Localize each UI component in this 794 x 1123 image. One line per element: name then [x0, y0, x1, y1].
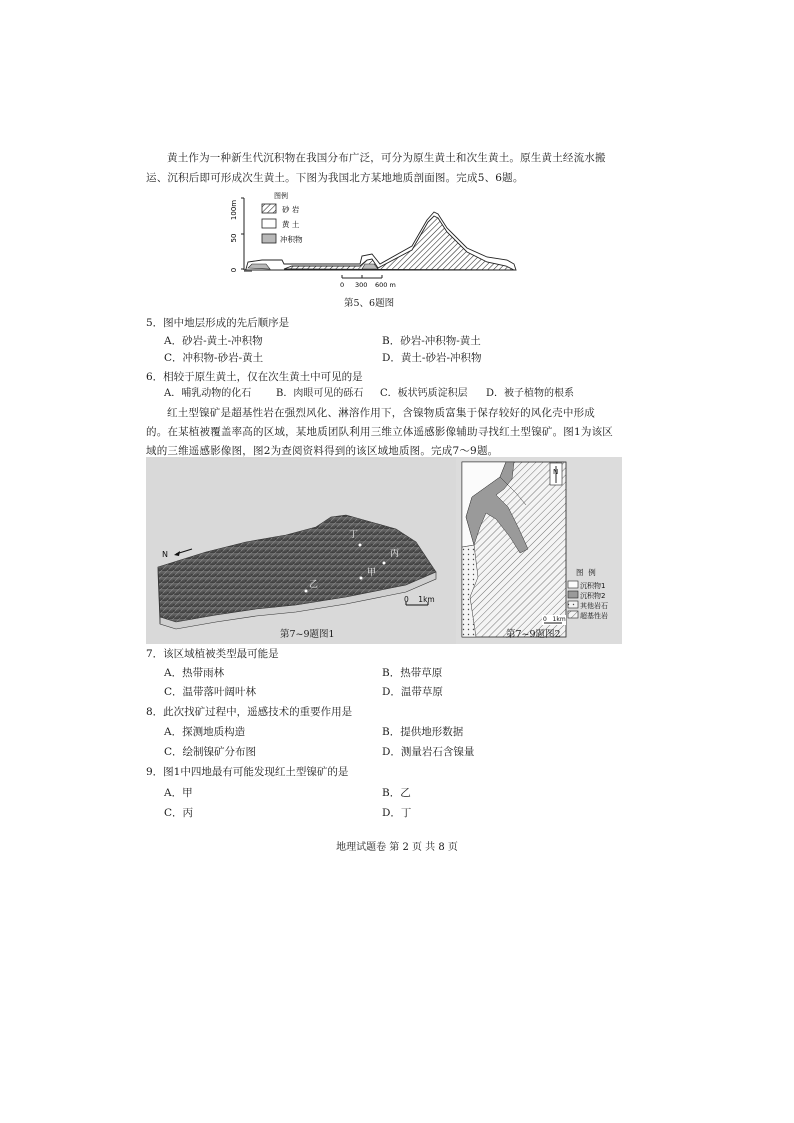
question-7-stem: 7．该区域植被类型最可能是	[146, 648, 279, 660]
place-label-yi: 乙	[309, 580, 319, 590]
legend-label-alluvium: 冲积物	[280, 235, 303, 244]
legend-label-sediment-2: 沉积物2	[580, 592, 606, 600]
question-5-option-a[interactable]: A．砂岩-黄土-冲积物	[164, 335, 263, 347]
question-6-option-c[interactable]: C．板状钙质淀积层	[380, 388, 468, 399]
remote-sensing-3d-figure	[146, 457, 456, 644]
question-7-option-a[interactable]: A．热带雨林	[164, 667, 225, 679]
legend-label-ultrabasic: 超基性岩	[580, 612, 608, 620]
question-8-option-c[interactable]: C．绘制镍矿分布图	[164, 746, 257, 758]
fig2-scale-label: 0 1km	[543, 616, 566, 623]
question-9-option-b[interactable]: B．乙	[382, 787, 411, 799]
intro-paragraph-q5-6: 黄土作为一种新生代沉积物在我国分布广泛，可分为原生黄土和次生黄土。原生黄土经流水搬运、沉积后即可形成次生黄土。下图为我国北方某地地质剖面图。完成5、6题。	[146, 152, 606, 184]
question-9-option-a[interactable]: A．甲	[164, 787, 193, 799]
question-7-option-d[interactable]: D．温带草原	[382, 686, 443, 698]
question-8-stem: 8．此次找矿过程中，遥感技术的重要作用是	[146, 706, 353, 718]
legend-label-sandstone: 砂 岩	[282, 205, 300, 214]
question-8-option-a[interactable]: A．探测地质构造	[164, 726, 246, 738]
question-5-option-c[interactable]: C．冲积物-砂岩-黄土	[164, 352, 264, 364]
figure-caption-1: 第7~9题图1	[280, 629, 335, 640]
legend-swatch-sandstone	[262, 204, 276, 213]
place-label-jia: 甲	[367, 568, 377, 578]
place-label-bing: 丙	[390, 549, 400, 559]
question-6-option-b[interactable]: B．肉眼可见的砾石	[276, 388, 364, 399]
question-5-option-d[interactable]: D．黄土-砂岩-冲积物	[382, 352, 482, 364]
scale-label-300: 300	[355, 281, 368, 289]
scale-label-0: 0	[340, 281, 345, 289]
legend-swatch-alluvium	[262, 234, 276, 243]
question-6-option-d[interactable]: D．被子植物的根系	[486, 388, 575, 399]
legend-swatch-sediment-2	[568, 591, 578, 598]
legend-swatch-sediment-1	[568, 581, 578, 588]
y-tick-0: 0	[230, 267, 238, 273]
legend-swatch-other-rocks	[568, 601, 578, 608]
question-8-option-b[interactable]: B．提供地形数据	[382, 726, 464, 738]
legend-label-sediment-1: 沉积物1	[580, 582, 606, 590]
legend-swatch-ultrabasic	[568, 611, 578, 618]
geologic-profile-figure	[222, 190, 522, 290]
figure-caption-q5-6: 第5、6题图	[344, 298, 395, 309]
question-6-stem: 6．相较于原生黄土，仅在次生黄土中可见的是	[146, 371, 363, 383]
map-legend-title: 图 例	[576, 568, 596, 577]
north-label: N	[162, 550, 168, 559]
question-8-option-d[interactable]: D．测量岩石含镍量	[382, 746, 475, 758]
question-5-option-b[interactable]: B．砂岩-冲积物-黄土	[382, 335, 481, 347]
intro-paragraph-q7-9: 红土型镍矿是超基性岩在强烈风化、淋溶作用下，含镍物质富集于保存较好的风化壳中形成的。在某植被覆盖率高的区域，某地质团队利用三维立体遥感影像辅助寻找红土型镍矿。图1为该区域的三维遥感影像图，图2为查阅资料得到的该区域地质图。完成7～9题。	[146, 407, 613, 457]
question-9-option-d[interactable]: D．丁	[382, 807, 412, 819]
page-footer: 地理试题卷 第 2 页 共 8 页	[336, 842, 458, 853]
legend-label-other-rocks: 其他岩石	[580, 602, 608, 610]
scale-label-600: 600 m	[375, 281, 396, 289]
sandstone-layer	[284, 216, 514, 270]
question-7-option-c[interactable]: C．温带落叶阔叶林	[164, 686, 257, 698]
question-9-stem: 9．图1中四地最有可能发现红土型镍矿的是	[146, 766, 349, 778]
y-tick-100: 100m	[230, 199, 238, 221]
legend-label-loess: 黄 土	[282, 220, 300, 229]
figure-caption-2: 第7~9题图2	[506, 629, 561, 640]
alluvium-deposit-left	[248, 264, 270, 269]
question-7-option-b[interactable]: B．热带草原	[382, 667, 443, 679]
question-6-option-a[interactable]: A．哺乳动物的化石	[164, 388, 252, 399]
question-9-option-c[interactable]: C．丙	[164, 807, 194, 819]
north-label-map: N	[553, 468, 559, 476]
place-label-ding: 丁	[349, 530, 359, 540]
y-tick-50: 50	[230, 233, 238, 243]
geologic-map-figure	[456, 457, 622, 644]
legend-title: 图例	[274, 192, 288, 200]
fig1-scale-label: 0 1km	[404, 595, 435, 604]
legend-swatch-loess	[262, 219, 276, 228]
question-5-stem: 5．图中地层形成的先后顺序是	[146, 317, 290, 329]
